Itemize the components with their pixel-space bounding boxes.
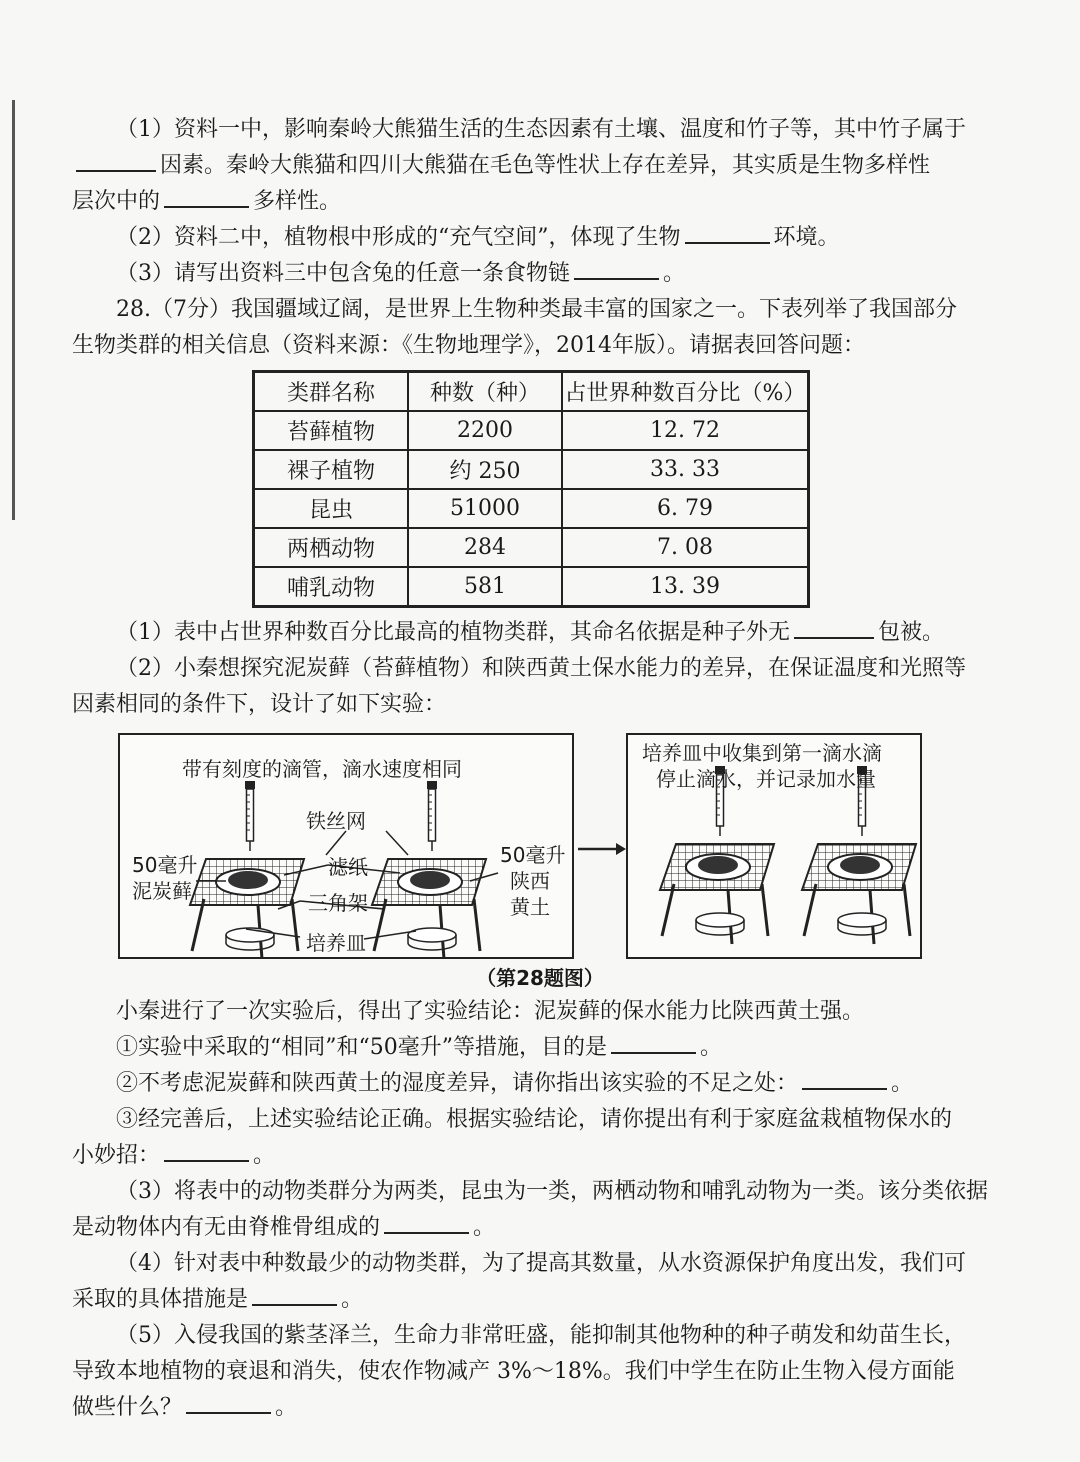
sample bbox=[410, 871, 450, 889]
answer-blank[interactable] bbox=[685, 222, 770, 244]
answer-blank[interactable] bbox=[186, 1392, 271, 1414]
peat-volume-label: 50毫升 bbox=[132, 853, 198, 877]
table-cell: 2200 bbox=[408, 411, 562, 450]
q-line: 小妙招： 。 bbox=[72, 1138, 992, 1174]
table-cell: 昆虫 bbox=[254, 489, 409, 528]
column-header: 种数（种） bbox=[408, 372, 562, 412]
answer-blank[interactable] bbox=[384, 1212, 469, 1234]
q-line: 采取的具体措施是 。 bbox=[72, 1282, 992, 1318]
table-header bbox=[254, 372, 809, 412]
q-line: （4）针对表中种数最少的动物类群，为了提高其数量，从水资源保护角度出发，我们可 bbox=[116, 1251, 966, 1276]
dropper-tube bbox=[429, 789, 436, 841]
material-questions bbox=[72, 112, 992, 364]
q-line: 层次中的 多样性。 bbox=[72, 184, 992, 220]
answer-blank[interactable] bbox=[164, 1140, 249, 1162]
q28-intro: 生物类群的相关信息（资料来源：《生物地理学》，2014年版）。请据表回答问题： bbox=[72, 333, 865, 358]
q-line: （3）请写出资料三中包含兔的任意一条食物链 。 bbox=[72, 256, 992, 292]
tripod-leg bbox=[804, 884, 816, 936]
q-line: （1）表中占世界种数百分比最高的植物类群，其命名依据是种子外无 包被。 bbox=[72, 615, 992, 651]
tripod-leg bbox=[762, 884, 768, 936]
sample bbox=[698, 856, 738, 874]
table-cell: 裸子植物 bbox=[254, 450, 409, 489]
table-cell: 7. 08 bbox=[562, 528, 809, 567]
wire-mesh-label: 铁丝网 bbox=[306, 809, 366, 833]
answer-blank[interactable] bbox=[76, 150, 156, 172]
soil-label-2: 黄土 bbox=[510, 895, 550, 919]
table-row bbox=[254, 450, 809, 489]
experiment-figure bbox=[118, 733, 922, 959]
table-cell: 284 bbox=[408, 528, 562, 567]
q28-intro: 28.（7分）我国疆域辽阔，是世界上生物种类最丰富的国家之一。下表列举了我国部分 bbox=[116, 297, 957, 322]
tripod-label: 三角架 bbox=[308, 891, 368, 915]
sample bbox=[228, 871, 268, 889]
q-line: ②不考虑泥炭藓和陕西黄土的湿度差异，请你指出该实验的不足之处： 。 bbox=[72, 1066, 992, 1102]
table-cell: 33. 33 bbox=[562, 450, 809, 489]
table-cell: 哺乳动物 bbox=[254, 567, 409, 607]
q-line: （3）将表中的动物类群分为两类，昆虫为一类，两栖动物和哺乳动物为一类。该分类依据 bbox=[116, 1179, 989, 1204]
experiment-questions bbox=[72, 994, 992, 1426]
dropper-bulb bbox=[427, 781, 437, 789]
sample bbox=[840, 856, 880, 874]
tripod-leg bbox=[904, 884, 910, 936]
table-cell: 13. 39 bbox=[562, 567, 809, 607]
tripod-leg bbox=[662, 884, 674, 936]
column-header: 类群名称 bbox=[254, 372, 409, 412]
tripod-leg bbox=[374, 899, 386, 951]
soil-label-1: 陕西 bbox=[510, 869, 550, 893]
tripod-leg bbox=[192, 899, 204, 951]
answer-blank[interactable] bbox=[574, 258, 659, 280]
q-line: ①实验中采取的“相同”和“50毫升”等措施，目的是 。 bbox=[72, 1030, 992, 1066]
q-line: 因素。秦岭大熊猫和四川大熊猫在毛色等性状上存在差异，其实质是生物多样性 bbox=[72, 148, 992, 184]
q-line: 做些什么？ 。 bbox=[72, 1390, 992, 1426]
table-cell: 51000 bbox=[408, 489, 562, 528]
table-cell: 12. 72 bbox=[562, 411, 809, 450]
table-cell: 两栖动物 bbox=[254, 528, 409, 567]
dropper-label: 带有刻度的滴管，滴水速度相同 bbox=[182, 757, 462, 781]
soil-volume-label: 50毫升 bbox=[500, 843, 566, 867]
result-note-1: 培养皿中收集到第一滴水滴 bbox=[642, 741, 882, 765]
table-cell: 6. 79 bbox=[562, 489, 809, 528]
binding-line bbox=[12, 100, 15, 520]
q-line: 是动物体内有无由脊椎骨组成的 。 bbox=[72, 1210, 992, 1246]
q-line: 导致本地植物的衰退和消失，使农作物减产 3%～18%。我们中学生在防止生物入侵方面能 bbox=[72, 1359, 955, 1384]
petri-dish-label: 培养皿 bbox=[306, 931, 366, 955]
petri-dish-rim bbox=[838, 913, 886, 927]
peat-label: 泥炭藓 bbox=[132, 879, 192, 903]
species-table bbox=[252, 370, 810, 608]
result-note-2: 停止滴水，并记录加水量 bbox=[656, 767, 876, 791]
table-row bbox=[254, 411, 809, 450]
q-line: 因素相同的条件下，设计了如下实验： bbox=[72, 692, 447, 717]
table-row bbox=[254, 489, 809, 528]
tripod-leg bbox=[474, 899, 480, 951]
q-line: （5）入侵我国的紫茎泽兰，生命力非常旺盛，能抑制其他物种的种子萌发和幼苗生长， bbox=[116, 1323, 966, 1348]
q-line: （2）资料二中，植物根中形成的“充气空间”，体现了生物 环境。 bbox=[72, 220, 992, 256]
q-line: （2）小秦想探究泥炭藓（苔藓植物）和陕西黄土保水能力的差异，在保证温度和光照等 bbox=[116, 656, 966, 681]
answer-blank[interactable] bbox=[252, 1284, 337, 1306]
column-header: 占世界种数百分比（%） bbox=[562, 372, 809, 412]
table-row bbox=[254, 528, 809, 567]
table-cell: 581 bbox=[408, 567, 562, 607]
q-line: （1）资料一中，影响秦岭大熊猫生活的生态因素有土壤、温度和竹子等，其中竹子属于 bbox=[116, 117, 966, 142]
petri-dish-rim bbox=[408, 928, 456, 942]
table-row bbox=[254, 567, 809, 607]
dropper-bulb bbox=[245, 781, 255, 789]
tripod-leg bbox=[292, 899, 298, 951]
q-line: ③经完善后，上述实验结论正确。根据实验结论，请你提出有利于家庭盆栽植物保水的 bbox=[116, 1107, 953, 1132]
table-cell: 约 250 bbox=[408, 450, 562, 489]
dropper-tube bbox=[247, 789, 254, 841]
q-line: 小秦进行了一次实验后，得出了实验结论：泥炭藓的保水能力比陕西黄土强。 bbox=[116, 999, 865, 1024]
answer-blank[interactable] bbox=[611, 1032, 696, 1054]
answer-blank[interactable] bbox=[802, 1068, 887, 1090]
petri-dish-rim bbox=[696, 913, 744, 927]
filter-paper-label: 滤纸 bbox=[328, 855, 368, 879]
table-cell: 苔藓植物 bbox=[254, 411, 409, 450]
q28-subquestions bbox=[72, 615, 992, 723]
answer-blank[interactable] bbox=[164, 186, 249, 208]
figure-caption: （第28题图） bbox=[476, 966, 604, 990]
answer-blank[interactable] bbox=[794, 617, 874, 639]
